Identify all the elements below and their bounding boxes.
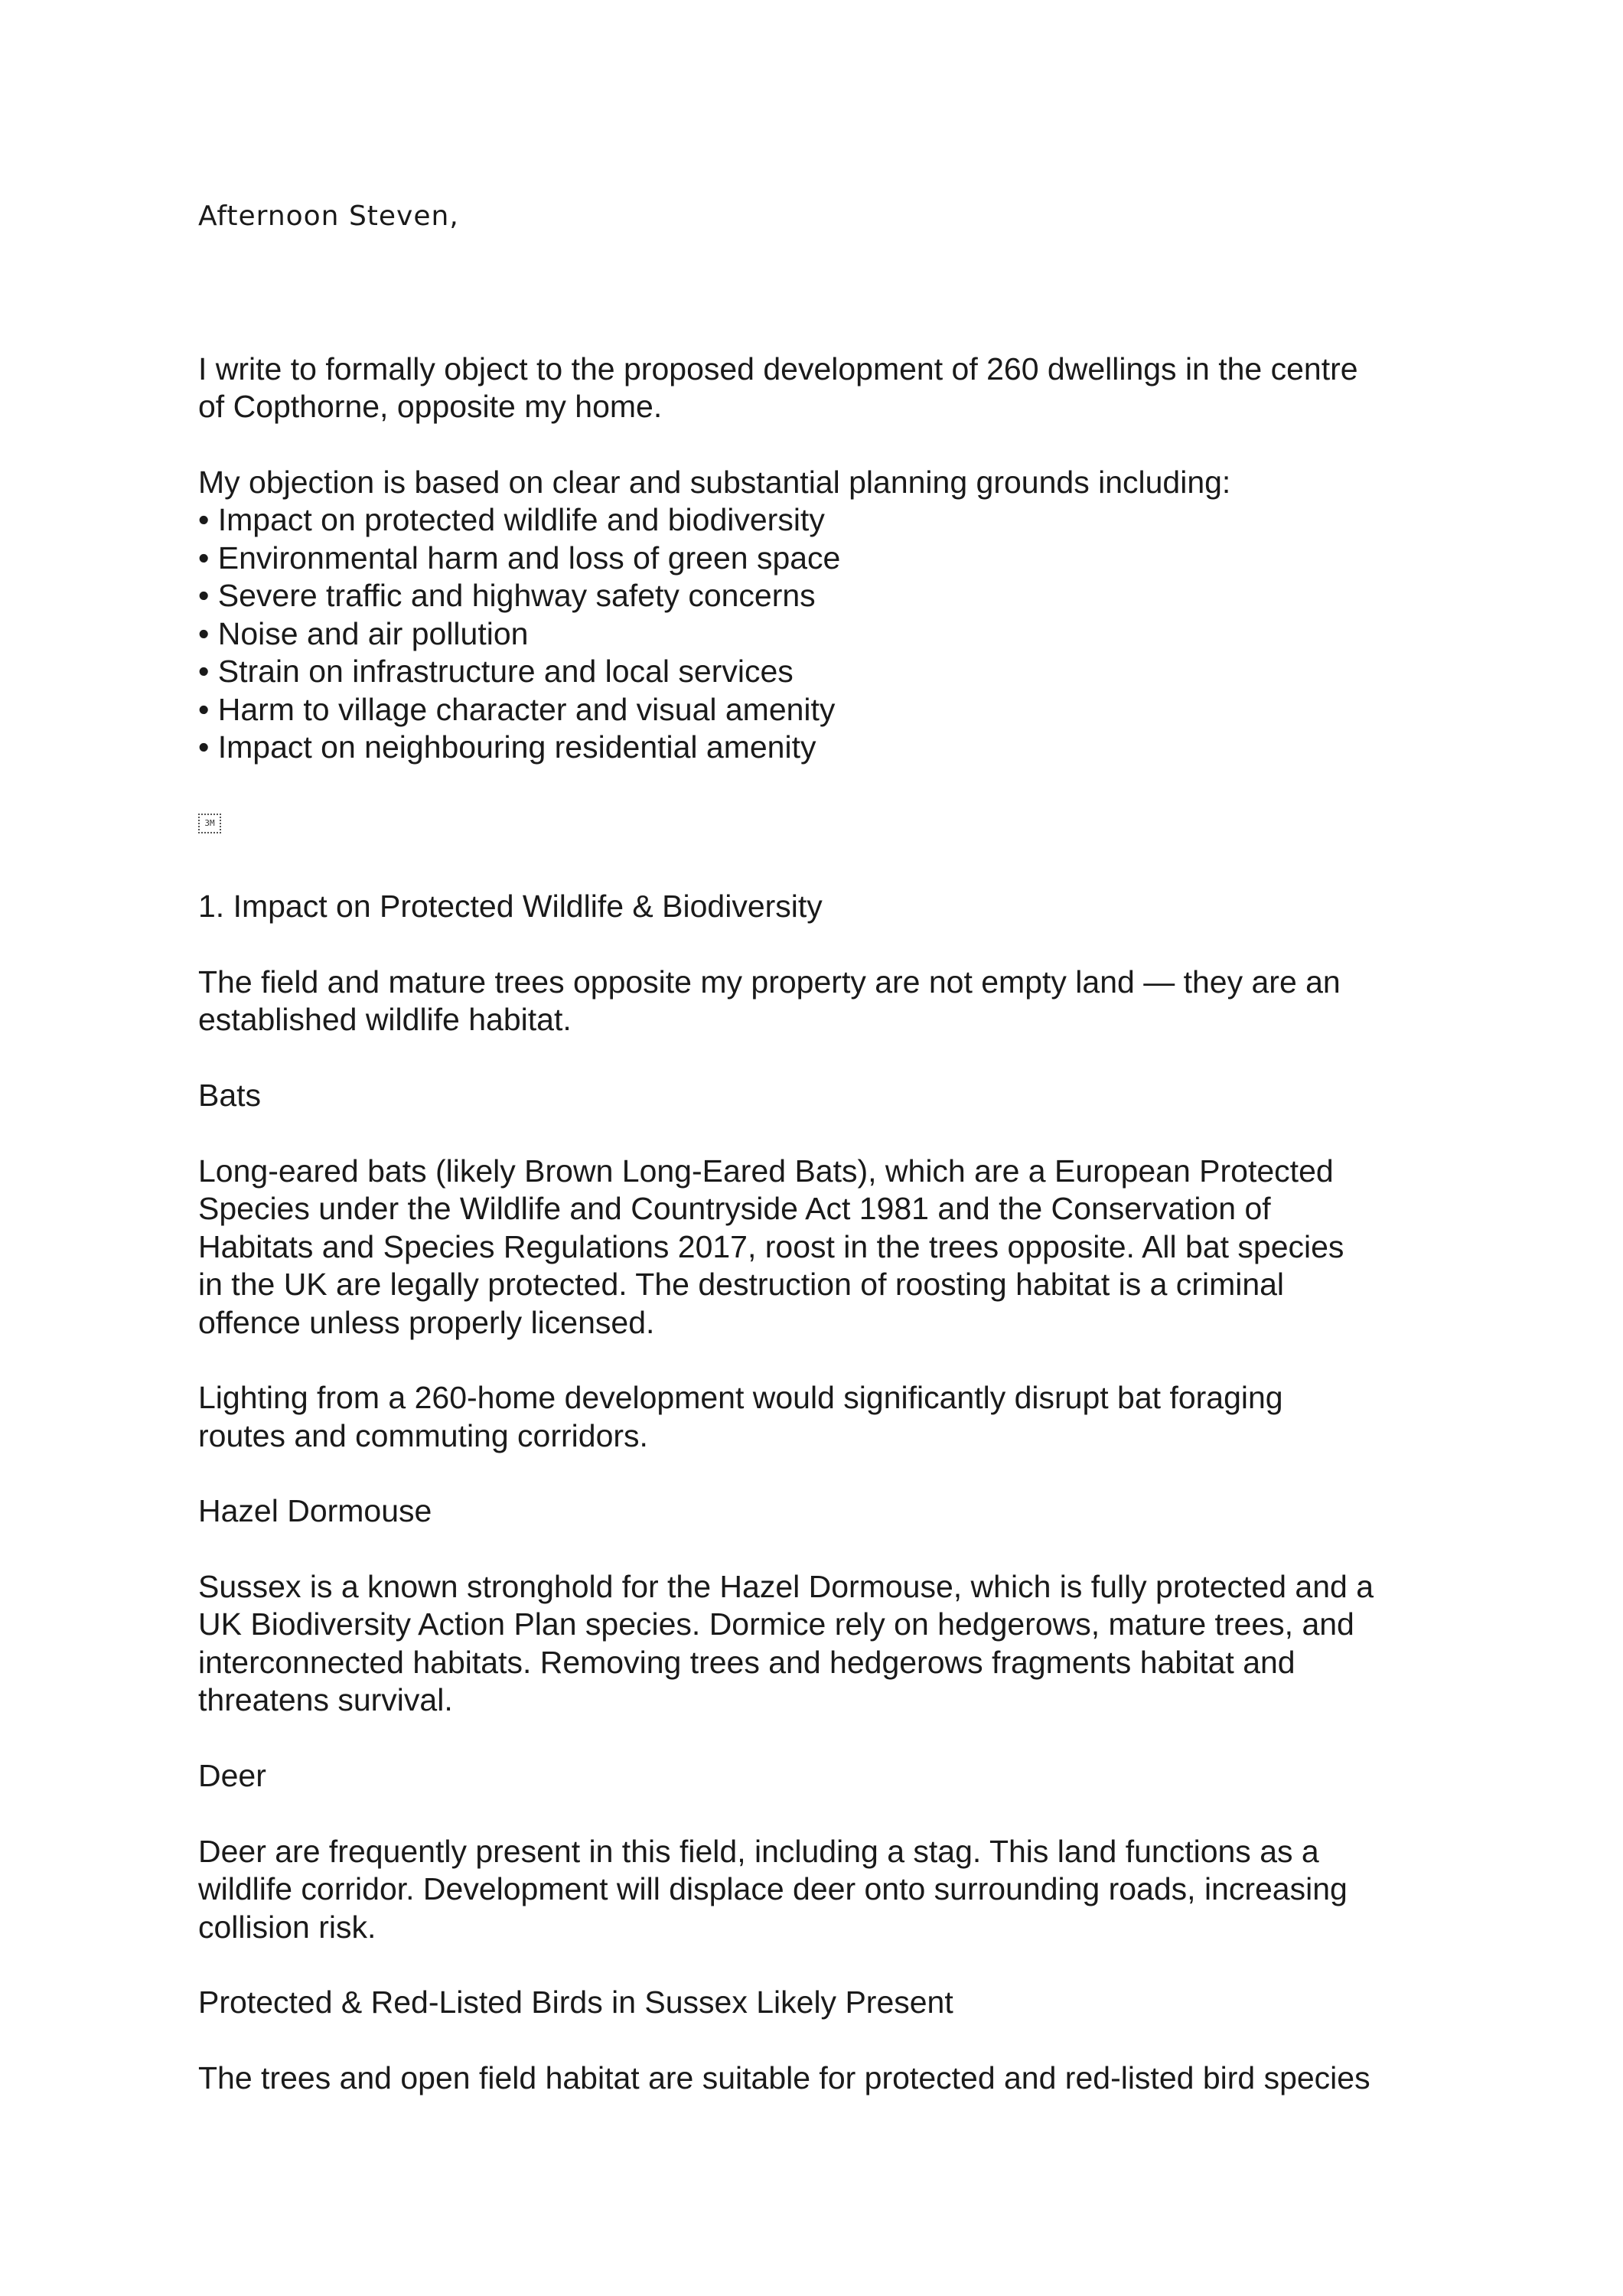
section-heading: 1. Impact on Protected Wildlife & Biodiversity	[198, 889, 823, 924]
objection-intro: My objection is based on clear and substantial planning grounds including:	[198, 465, 1231, 500]
section-intro-line: established wildlife habitat.	[198, 1002, 572, 1037]
ground-item: • Impact on neighbouring residential amenity	[198, 729, 816, 765]
greeting: Afternoon Steven,	[198, 201, 459, 232]
bats-paragraph-line: offence unless properly licensed.	[198, 1305, 655, 1340]
deer-paragraph-line: collision risk.	[198, 1910, 376, 1945]
birds-heading: Protected & Red-Listed Birds in Sussex Likely Present	[198, 1985, 953, 2020]
deer-paragraph-line: Deer are frequently present in this field, including a stag. This land functions as a	[198, 1834, 1319, 1869]
intro-line-1: I write to formally object to the proposed development of 260 dwellings in the centre	[198, 351, 1358, 386]
bats-paragraph-line: Species under the Wildlife and Countryside Act 1981 and the Conservation of	[198, 1191, 1271, 1226]
ground-item: • Noise and air pollution	[198, 616, 529, 651]
dormouse-paragraph-line: threatens survival.	[198, 1682, 453, 1717]
bats-paragraph-line: Long-eared bats (likely Brown Long-Eared Bats), which are a European Protected	[198, 1153, 1334, 1189]
dormouse-paragraph-line: interconnected habitats. Removing trees and hedgerows fragments habitat and	[198, 1645, 1295, 1680]
dormouse-paragraph-line: Sussex is a known stronghold for the Hazel Dormouse, which is fully protected and a	[198, 1569, 1374, 1604]
placeholder-glyph-icon: 3M	[198, 814, 221, 833]
bats-paragraph-line: in the UK are legally protected. The destruction of roosting habitat is a criminal	[198, 1267, 1285, 1302]
bats-lighting-line: Lighting from a 260-home development would significantly disrupt bat foraging	[198, 1380, 1283, 1415]
bats-paragraph-line: Habitats and Species Regulations 2017, roost in the trees opposite. All bat species	[198, 1229, 1344, 1264]
deer-paragraph-line: wildlife corridor. Development will displace deer onto surrounding roads, increasing	[198, 1871, 1348, 1906]
intro-line-2: of Copthorne, opposite my home.	[198, 389, 663, 424]
dormouse-heading: Hazel Dormouse	[198, 1493, 432, 1528]
ground-item: • Severe traffic and highway safety concerns	[198, 578, 816, 613]
ground-item: • Strain on infrastructure and local services	[198, 654, 794, 689]
ground-item: • Harm to village character and visual amenity	[198, 692, 836, 727]
dormouse-paragraph-line: UK Biodiversity Action Plan species. Dormice rely on hedgerows, mature trees, and	[198, 1606, 1354, 1642]
deer-heading: Deer	[198, 1758, 266, 1793]
section-intro-line: The field and mature trees opposite my property are not empty land — they are an	[198, 964, 1341, 1000]
ground-item: • Impact on protected wildlife and biodiversity	[198, 502, 825, 537]
ground-item: • Environmental harm and loss of green space	[198, 540, 841, 576]
birds-paragraph-line: The trees and open field habitat are suitable for protected and red-listed bird species	[198, 2060, 1370, 2095]
bats-lighting-line: routes and commuting corridors.	[198, 1418, 648, 1453]
bats-heading: Bats	[198, 1078, 262, 1113]
